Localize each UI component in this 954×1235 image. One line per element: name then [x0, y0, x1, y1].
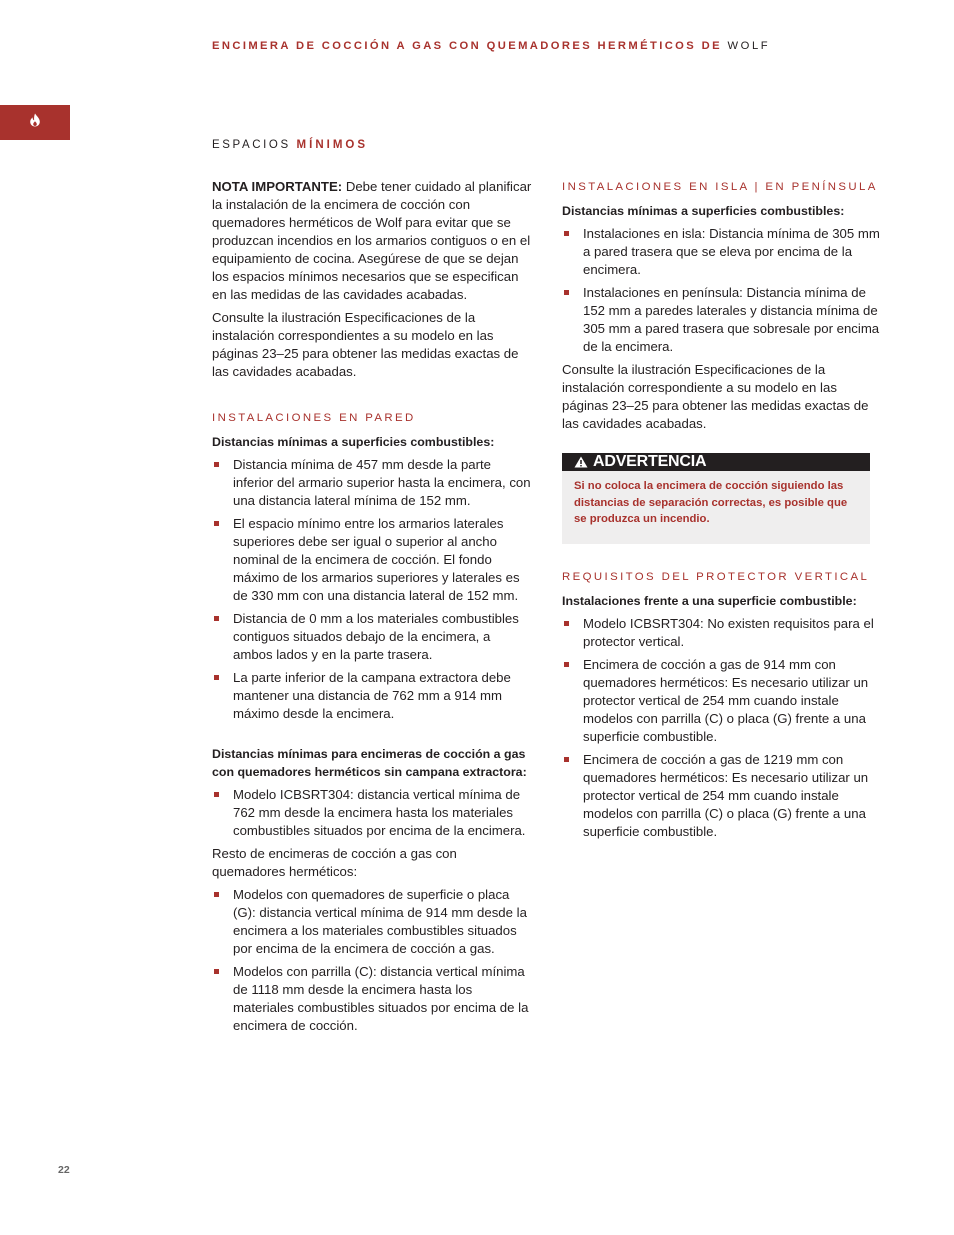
guard-heading: REQUISITOS DEL PROTECTOR VERTICAL — [562, 570, 870, 583]
header-brand: WOLF — [727, 40, 771, 52]
nohood-list — [212, 786, 532, 840]
guard-list — [562, 615, 884, 841]
rest-paragraph: Resto de encimeras de cocción a gas con quemadores herméticos: — [212, 846, 457, 879]
page-number: 22 — [58, 1164, 70, 1176]
list-item: El espacio mínimo entre los armarios laterales superiores debe ser igual o superior al ancho nominal de la encimera de cocción. El fondo máximo de los armarios superiores y laterales es de 330 mm con una distancia lateral de 152 mm. — [212, 515, 532, 605]
island-heading: INSTALACIONES EN ISLA | EN PENÍNSULA — [562, 181, 878, 193]
warning-triangle-icon — [574, 456, 588, 468]
right-column — [562, 178, 884, 846]
list-item: Instalaciones en isla: Distancia mínima de 305 mm a pared trasera que se eleva por encima de la encimera. — [562, 225, 884, 279]
list-item: La parte inferior de la campana extractora debe mantener una distancia de 762 mm a 914 mm máximo desde la encimera. — [212, 669, 532, 723]
header-title: ENCIMERA DE COCCIÓN A GAS CON QUEMADORES HERMÉTICOS DE — [212, 40, 722, 52]
list-item: Distancia mínima de 457 mm desde la parte inferior del armario superior hasta la encimera, con una distancia lateral mínima de 152 mm. — [212, 456, 532, 510]
important-note — [212, 178, 532, 304]
island-list — [562, 225, 884, 356]
note-label: NOTA IMPORTANTE: — [212, 179, 343, 194]
island-lead: Distancias mínimas a superficies combustibles: — [562, 204, 845, 218]
nohood-list-2 — [212, 886, 532, 1035]
consult-paragraph: Consulte la ilustración Especificaciones de la instalación correspondientes a su modelo en las páginas 23–25 para obtener las medidas exactas de las cavidades acabadas. — [212, 310, 519, 379]
list-item: Modelos con parrilla (C): distancia vertical mínima de 1118 mm desde la encimera hasta los materiales combustibles situados por encima de la encimera de cocción. — [212, 963, 532, 1035]
list-item: Modelo ICBSRT304: No existen requisitos para el protector vertical. — [562, 615, 884, 651]
warning-text: Si no coloca la encimera de cocción siguiendo las distancias de separación correctas, es posible que se produzca un incendio. — [574, 480, 848, 525]
wall-lead: Distancias mínimas a superficies combustibles: — [212, 435, 495, 449]
nohood-lead: Distancias mínimas para encimeras de cocción a gas con quemadores herméticos sin campana extractora: — [212, 747, 527, 779]
warning-box — [562, 453, 870, 544]
wall-list — [212, 456, 532, 723]
list-item: Instalaciones en península: Distancia mínima de 152 mm a paredes laterales y distancia mínima de 305 mm a pared trasera que sobresale por encima de la encimera. — [562, 284, 884, 356]
flame-icon — [29, 113, 41, 132]
note-text: Debe tener cuidado al planificar la instalación de la encimera de cocción con quemadores herméticos de Wolf para evitar que se produzcan incendios en los armarios contiguos o en el equipamiento de cocina. Asegúrese de que se dejan los espacios mínimos necesarios que se especifican en las medidas de las cavidades acabadas. — [212, 179, 532, 302]
list-item: Encimera de cocción a gas de 914 mm con quemadores herméticos: Es necesario utilizar un protector vertical de 254 mm cuando instale modelos con parrilla (C) o placa (G) frente a una superficie combustible. — [562, 656, 884, 746]
warning-header — [562, 453, 870, 471]
guard-lead: Instalaciones frente a una superficie combustible: — [562, 593, 857, 608]
running-header — [212, 40, 852, 52]
left-column — [212, 178, 532, 1040]
section-title-bold: MÍNIMOS — [296, 139, 369, 151]
island-consult: Consulte la ilustración Especificaciones de la instalación correspondiente a su modelo en las páginas 23–25 para obtener las medidas exactas de las cavidades acabadas. — [562, 362, 869, 431]
wall-heading: INSTALACIONES EN PARED — [212, 412, 416, 424]
section-tab — [0, 105, 70, 140]
list-item: Distancia de 0 mm a los materiales combustibles contiguos situados debajo de la encimera, a ambos lados y en la parte trasera. — [212, 610, 532, 664]
warning-title: ADVERTENCIA — [593, 453, 707, 470]
section-title — [212, 139, 368, 151]
list-item: Encimera de cocción a gas de 1219 mm con quemadores herméticos: Es necesario utilizar un protector vertical de 254 mm cuando instale modelos con parrilla (C) o placa (G) frente a una superficie combustible. — [562, 751, 884, 841]
list-item: Modelos con quemadores de superficie o placa (G): distancia vertical mínima de 914 mm desde la encimera a los materiales combustibles situados por encima de la encimera de cocción a gas. — [212, 886, 532, 958]
section-title-plain: ESPACIOS — [212, 139, 291, 151]
list-item: Modelo ICBSRT304: distancia vertical mínima de 762 mm desde la encimera hasta los materiales combustibles situados por encima de la encimera. — [212, 786, 532, 840]
